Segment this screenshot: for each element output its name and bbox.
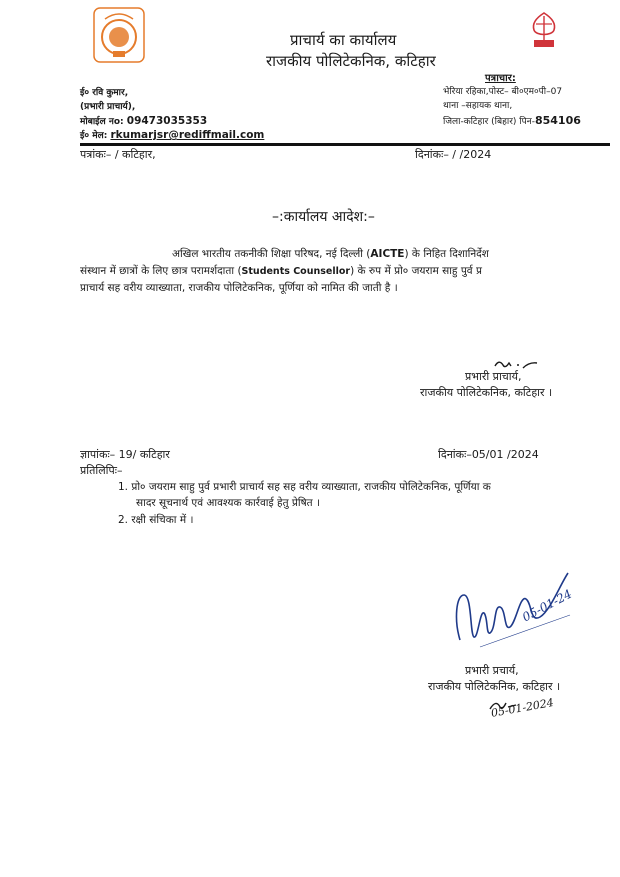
sender-mobile (80, 115, 207, 129)
handwritten-date-blue: 05-01-24 (520, 586, 575, 625)
memo-item-2: 2. रक्षी संचिका में । (118, 514, 194, 526)
address-line-2: थाना –सहायक थाना, (443, 101, 513, 111)
institution-seal-logo (93, 7, 145, 63)
signatory-title-2: प्रभारी प्रचार्य, (465, 664, 519, 677)
sender-email (80, 129, 264, 143)
order-text: अखिल भारतीय तकनीकी शिक्षा परिषद, नई दिल्ली ( (172, 248, 371, 260)
bihar-emblem-logo (526, 10, 562, 50)
order-text: ) के निहित दिशानिर्देश (404, 248, 489, 260)
header-divider (80, 143, 610, 146)
memo-gyapank: ज्ञापांकः– 19/ कटिहार (80, 448, 170, 461)
signatory-office-1: राजकीय पोलिटेकनिक, कटिहार । (420, 386, 553, 399)
order-heading: –:कार्यालय आदेश:– (272, 209, 375, 225)
students-counsellor-text: Students Counsellor (241, 266, 351, 277)
memo-item-1-cont: सादर सूचनार्थ एवं आवश्यक कार्रवाई हेतु प्रेषित । (136, 497, 320, 509)
order-body-line-1 (172, 246, 489, 263)
memo-dinank: दिनांकः–05/01 /2024 (438, 448, 539, 461)
address-heading: पत्राचार: (485, 73, 516, 84)
sender-designation: (प्रभारी प्राचार्य), (80, 102, 136, 112)
ref-dinank: दिनांकः– / /2024 (415, 148, 492, 161)
sender-name: ई० रवि कुमार, (80, 88, 129, 98)
address-line-1: भेरिया रहिका,पोस्ट– बी०एम०पी–07 (443, 87, 563, 97)
signatory-title-1: प्रभारी प्राचार्य, (465, 370, 522, 383)
mobile-number: 09473035353 (126, 115, 208, 127)
memo-item-1: 1. प्रो० जयराम साहु पुर्व प्रभारी प्राचार्य सह सह वरीय व्याख्याता, राजकीय पोलिटेकनिक, पूर्णिया क (118, 481, 491, 493)
order-text: संस्थान में छात्रों के लिए छात्र परामर्शदाता ( (80, 265, 242, 277)
ref-patrank: पत्रांकः– / कटिहार, (80, 148, 156, 161)
mobile-label: मोबाईल नo: (80, 117, 124, 127)
address-line-3 (443, 114, 581, 129)
order-text: ) के रुप में प्रो० जयराम साहु पुर्व प्र (350, 265, 482, 277)
email-label: ई० मेल: (80, 131, 108, 141)
signatory-office-2: राजकीय पोलिटेकनिक, कटिहार । (428, 680, 561, 693)
address-district: जिला-कटिहार (बिहार) पिन- (443, 117, 535, 127)
handwritten-signature-blue (450, 565, 580, 655)
institution-title: राजकीय पोलिटेकनिक, कटिहार (266, 52, 436, 70)
order-body-line-2 (80, 263, 482, 280)
email-link[interactable]: rkumarjsr@rediffmail.com (110, 129, 265, 141)
aicte-text: AICTE (370, 248, 405, 260)
order-body-line-3: प्राचार्य सह वरीय व्याख्याता, राजकीय पोलिटेकनिक, पूर्णिया को नामित की जाती है । (80, 282, 398, 294)
address-pin: 854106 (534, 114, 581, 127)
office-title: प्राचार्य का कार्यालय (290, 31, 397, 49)
handwritten-date-black: 05-01-2024 (490, 695, 555, 720)
memo-pratilipi: प्रतिलिपिः– (80, 464, 123, 477)
